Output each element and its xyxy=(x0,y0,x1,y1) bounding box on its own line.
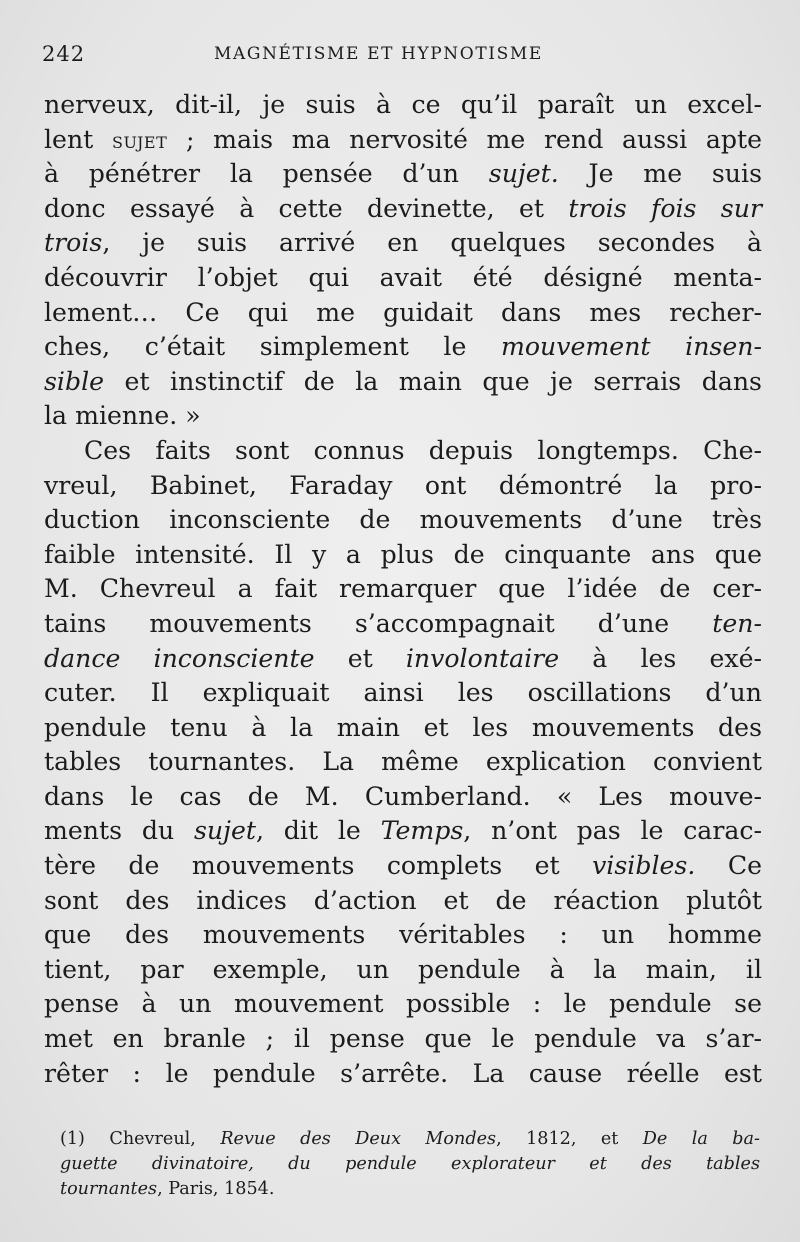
text-line xyxy=(44,330,762,365)
text-run: à les exé- xyxy=(559,643,763,673)
text-line xyxy=(44,365,762,400)
text-line xyxy=(44,1057,762,1092)
text-run: , dit le xyxy=(255,816,381,846)
text-line xyxy=(44,814,762,849)
text-line xyxy=(44,849,762,884)
text-run: à pénétrer la pensée d’un xyxy=(44,159,489,189)
text-line xyxy=(44,469,762,504)
text-line xyxy=(44,884,762,919)
footnote-line xyxy=(60,1152,760,1177)
text-line xyxy=(44,918,762,953)
text-line xyxy=(44,192,762,227)
text-run: pense à un mouvement possible : le pendule se xyxy=(44,989,762,1019)
text-run: met en branle ; il pense que le pendule va s’ar- xyxy=(44,1024,762,1054)
text-run: donc essayé à cette devinette, et xyxy=(44,193,569,223)
text-run: et xyxy=(314,643,406,673)
italic-text: trois fois sur xyxy=(568,193,762,223)
text-run: que des mouvements véritables : un homme xyxy=(44,920,762,950)
footnote xyxy=(60,1127,760,1202)
text-line xyxy=(44,780,762,815)
italic-text: involontaire xyxy=(405,643,560,673)
text-line xyxy=(44,607,762,642)
text-line xyxy=(44,642,762,677)
footnote-line xyxy=(60,1177,760,1202)
text-run: ches, c’était simplement le xyxy=(44,332,501,362)
text-line xyxy=(44,88,762,123)
text-run: vreul, Babinet, Faraday ont démontré la pro- xyxy=(44,470,762,500)
text-line xyxy=(44,261,762,296)
text-line xyxy=(44,123,762,158)
italic-text: Temps xyxy=(380,816,464,846)
page-header xyxy=(42,42,758,72)
text-run: faible intensité. Il y a plus de cinquante ans que xyxy=(44,539,762,569)
italic-text: trois xyxy=(44,228,103,258)
text-run: dans le cas de M. Cumberland. « Les mouve- xyxy=(44,781,762,811)
text-run: cuter. Il expliquait ainsi les oscillations d’un xyxy=(44,678,762,708)
text-run: découvrir l’objet qui avait été désigné menta- xyxy=(44,262,762,292)
text-line xyxy=(44,538,762,573)
text-line xyxy=(44,987,762,1022)
body-text xyxy=(44,88,762,1091)
text-line xyxy=(44,296,762,331)
text-run: , je suis arrivé en quelques secondes à xyxy=(102,228,762,258)
text-run: , 1812, et xyxy=(496,1129,643,1149)
text-run: lement… Ce qui me guidait dans mes recher- xyxy=(44,297,762,327)
text-run: lent xyxy=(44,124,112,154)
text-run: rêter : le pendule s’arrête. La cause réelle est xyxy=(44,1058,762,1088)
text-run: tère de mouvements complets et xyxy=(44,851,593,881)
text-run: ; mais ma nervosité me rend aussi apte xyxy=(167,124,762,154)
small-caps-text: sujet xyxy=(112,127,168,154)
text-line xyxy=(44,745,762,780)
text-run: tables tournantes. La même explication convient xyxy=(44,747,762,777)
italic-text: sible xyxy=(44,366,105,396)
italic-text: tournantes xyxy=(60,1179,158,1199)
italic-text: sujet. xyxy=(488,159,559,189)
text-run: M. Chevreul a fait remarquer que l’idée de cer- xyxy=(44,574,762,604)
text-run: et instinctif de la main que je serrais dans xyxy=(104,366,762,396)
text-run: pendule tenu à la main et les mouvements des xyxy=(44,712,762,742)
text-run: Je me suis xyxy=(558,159,762,189)
footnote-line xyxy=(60,1127,760,1152)
text-line xyxy=(44,399,762,434)
italic-text: dance inconsciente xyxy=(44,643,315,673)
text-run: , Paris, 1854. xyxy=(157,1179,275,1199)
running-title: MAGNÉTISME ET HYPNOTISME xyxy=(214,44,543,64)
text-run: duction inconsciente de mouvements d’une très xyxy=(44,505,762,535)
text-run: la mienne. » xyxy=(44,401,201,431)
italic-text: ten- xyxy=(712,608,762,638)
text-line xyxy=(44,676,762,711)
text-run: sont des indices d’action et de réaction plutôt xyxy=(44,885,762,915)
text-run: tient, par exemple, un pendule à la main, il xyxy=(44,954,762,984)
text-run: (1) Chevreul, xyxy=(60,1129,221,1149)
text-line xyxy=(44,226,762,261)
text-line xyxy=(44,434,762,469)
italic-text: mouvement insen- xyxy=(501,332,762,362)
text-line xyxy=(44,572,762,607)
italic-text: guette divinatoire, du pendule explorateur et des tables xyxy=(60,1154,760,1174)
text-run: Ce xyxy=(695,851,762,881)
italic-text: sujet xyxy=(193,816,256,846)
text-run: tains mouvements s’accompagnait d’une xyxy=(44,608,713,638)
text-line xyxy=(44,711,762,746)
page-number: 242 xyxy=(42,42,86,66)
text-run: Ces faits sont connus depuis longtemps. Che- xyxy=(84,435,762,465)
text-line xyxy=(44,953,762,988)
italic-text: visibles. xyxy=(592,851,696,881)
italic-text: De la ba- xyxy=(642,1129,760,1149)
text-run: nerveux, dit-il, je suis à ce qu’il paraît un excel- xyxy=(44,90,762,119)
text-run: , n’ont pas le carac- xyxy=(463,816,763,846)
text-line xyxy=(44,1022,762,1057)
italic-text: Revue des Deux Mondes xyxy=(220,1129,497,1149)
text-line xyxy=(44,503,762,538)
text-run: ments du xyxy=(44,816,194,846)
text-line xyxy=(44,157,762,192)
